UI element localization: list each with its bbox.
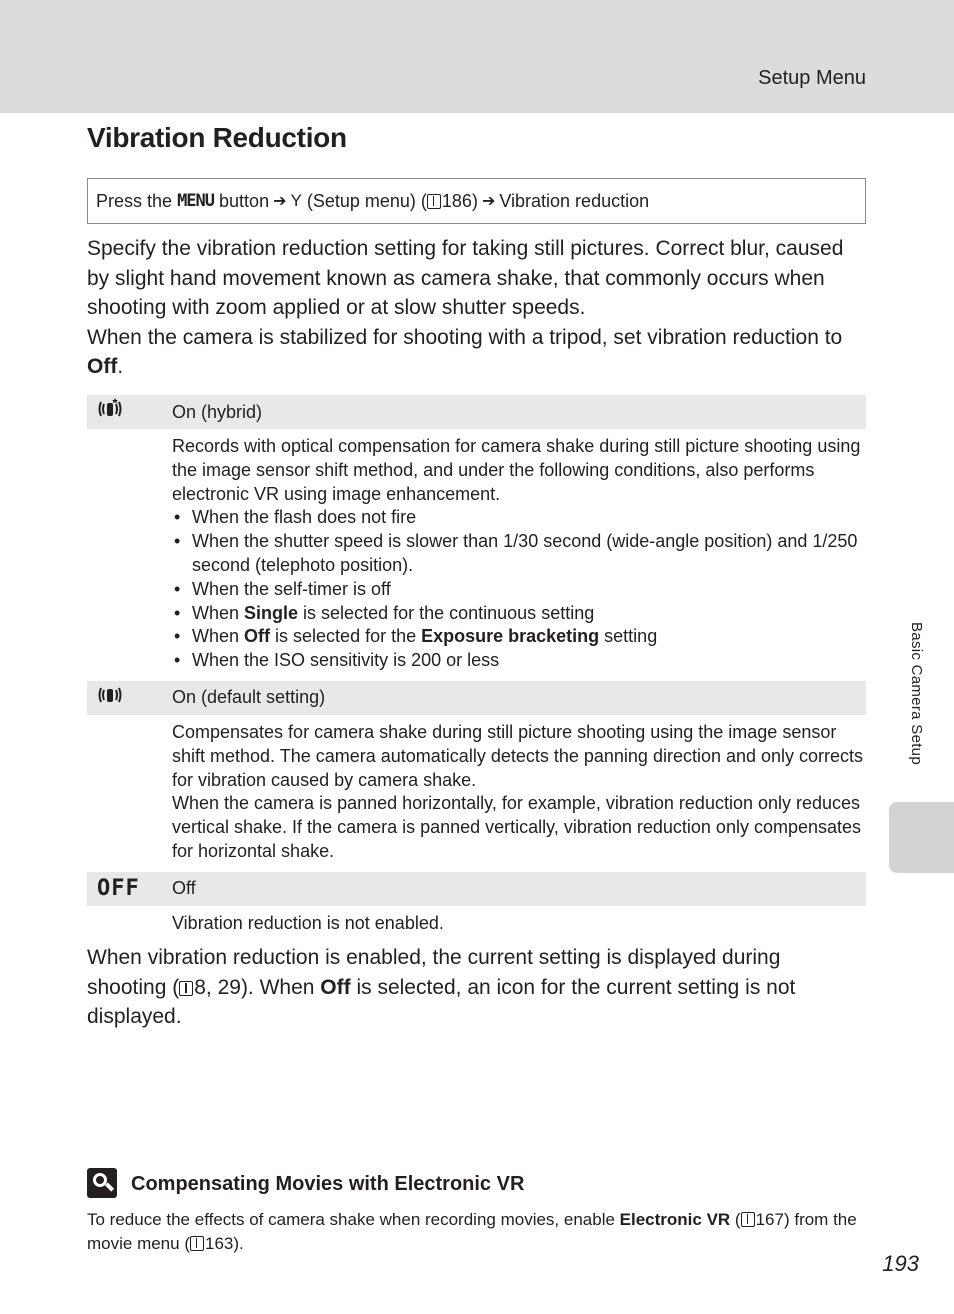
list-item: • When the shutter speed is slower than 1/30 second (wide-angle position) and 1/250 second (telephoto position). xyxy=(172,530,866,578)
nav-press-text: Press the xyxy=(96,190,173,211)
outro-bold: Off xyxy=(320,975,351,999)
list-bold: Single xyxy=(244,602,299,623)
list-item: • When the self-timer is off xyxy=(172,578,866,602)
option-header-on xyxy=(87,681,866,715)
side-tab-label: Basic Camera Setup xyxy=(908,622,925,765)
page-number: 193 xyxy=(882,1251,919,1276)
list-item: • When the ISO sensitivity is 200 or less xyxy=(172,649,866,673)
conditions-list xyxy=(172,506,866,673)
option-label-off: Off xyxy=(172,878,196,899)
list-text: When xyxy=(192,602,245,623)
side-tab-marker xyxy=(889,802,954,873)
option-body-hybrid xyxy=(87,429,866,681)
page-ref-icon xyxy=(190,1236,204,1251)
outro-ref: 8, 29). When xyxy=(194,975,321,999)
list-item: • When the flash does not fire xyxy=(172,506,866,530)
list-bold: Off xyxy=(244,626,271,647)
page-ref-icon xyxy=(179,981,193,996)
option-desc-off: Vibration reduction is not enabled. xyxy=(172,912,444,933)
page-ref-icon xyxy=(741,1212,755,1227)
arrow-right-icon: ➔ xyxy=(273,193,287,210)
page-title: Vibration Reduction xyxy=(87,122,347,153)
page-ref-icon xyxy=(427,194,441,209)
option-header-hybrid xyxy=(87,395,866,429)
nav-target-text: Vibration reduction xyxy=(499,190,650,211)
intro-paragraph-1: Specify the vibration reduction setting for taking still pictures. Correct blur, caused by slight hand movement known as camera shake, that commonly occurs when shooting with zoom applied or at slow shutter speeds. xyxy=(87,237,844,319)
intro-p2-text: When the camera is stabilized for shooting with a tripod, set vibration reduction to xyxy=(87,325,843,349)
option-desc-on-2: When the camera is panned horizontally, for example, vibration reduction only reduces vertical shake. If the camera is panned vertically, vibration reduction only compensates for horizontal shake. xyxy=(172,793,862,861)
note-bold: Electronic VR xyxy=(619,1210,731,1229)
section-title: Setup Menu xyxy=(758,67,866,89)
outro-text-1: When vibration reduction is enabled, the current setting is displayed during shooting ( xyxy=(87,946,781,999)
option-label-hybrid: On (hybrid) xyxy=(172,401,263,422)
note-text-1: To reduce the effects of camera shake when recording movies, enable xyxy=(87,1210,620,1229)
outro-text xyxy=(87,943,857,1032)
note-text-2: ( xyxy=(730,1210,741,1229)
list-item xyxy=(172,602,866,626)
list-text: is selected for the continuous setting xyxy=(298,602,595,623)
intro-p2-end: . xyxy=(117,355,124,378)
menu-path-box xyxy=(87,178,866,224)
list-text: When xyxy=(192,626,245,647)
note-magnifier-icon xyxy=(87,1168,117,1198)
list-text: is selected for the xyxy=(270,626,422,647)
nav-button-word: button xyxy=(219,190,270,211)
outro-text-2: is selected, an icon for the current setting is not displayed. xyxy=(87,975,796,1028)
option-body-off xyxy=(87,906,866,944)
note-body xyxy=(87,1208,867,1255)
options-table xyxy=(87,395,866,944)
option-header-off xyxy=(87,872,866,906)
vr-off-icon: OFF xyxy=(97,876,140,902)
intro-paragraph-2 xyxy=(87,323,869,382)
intro-p2-bold: Off xyxy=(87,355,118,378)
note-ref-1: 167) from the movie menu ( xyxy=(87,1210,857,1253)
intro-text xyxy=(87,234,869,382)
note-ref-2: 163). xyxy=(204,1233,244,1253)
vr-on-icon xyxy=(87,684,172,712)
option-label-on: On (default setting) xyxy=(172,687,326,708)
note-paragraph xyxy=(87,1208,867,1255)
header-band xyxy=(0,0,954,113)
list-bold: Exposure bracketing xyxy=(421,626,600,647)
nav-ref-text: 186) xyxy=(441,190,478,211)
option-body-on xyxy=(87,715,866,872)
option-desc-on-1: Compensates for camera shake during still picture shooting using the image sensor shift method. The camera automatically detects the panning direction and only corrects for vibration caused by camera shake. xyxy=(172,721,864,790)
note-title: Compensating Movies with Electronic VR xyxy=(131,1173,525,1195)
list-item xyxy=(172,625,866,649)
list-text: setting xyxy=(599,626,658,647)
wrench-icon: Y xyxy=(290,191,302,210)
vr-hybrid-icon xyxy=(87,398,172,426)
outro-paragraph xyxy=(87,943,857,1032)
option-desc-hybrid: Records with optical compensation for camera shake during still picture shooting using the image sensor shift method, and under the following conditions, also performs electronic VR using image enhancement. xyxy=(172,436,861,504)
menu-button-icon: MENU xyxy=(177,191,215,211)
arrow-right-icon: ➔ xyxy=(481,193,496,210)
nav-setup-text: (Setup menu) ( xyxy=(306,190,427,211)
